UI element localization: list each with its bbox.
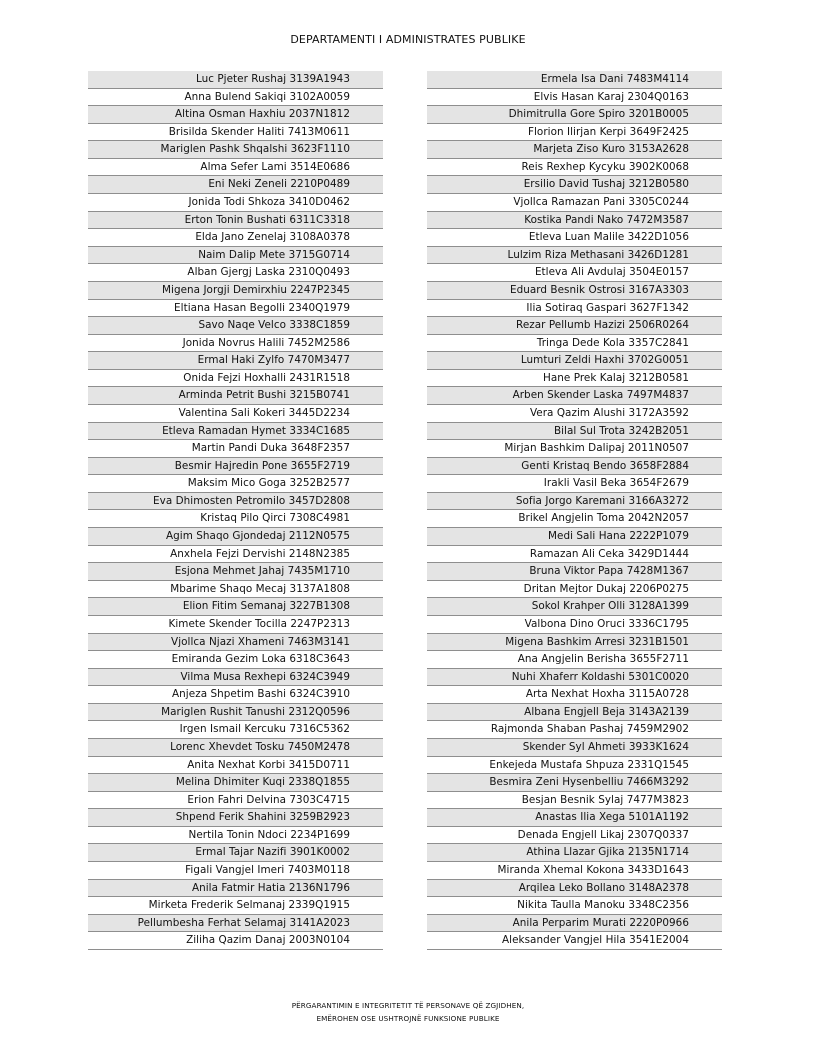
list-item: Kristaq Pilo Qirci 7308C4981 <box>88 510 383 528</box>
list-item: Shpend Ferik Shahini 3259B2923 <box>88 809 383 827</box>
list-item: Anila Fatmir Hatia 2136N1796 <box>88 880 383 898</box>
list-item: Eni Neki Zeneli 2210P0489 <box>88 176 383 194</box>
list-item: Emiranda Gezim Loka 6318C3643 <box>88 651 383 669</box>
list-item: Marjeta Ziso Kuro 3153A2628 <box>427 141 722 159</box>
list-item: Onida Fejzi Hoxhalli 2431R1518 <box>88 370 383 388</box>
list-item: Skender Syl Ahmeti 3933K1624 <box>427 739 722 757</box>
list-item: Ilia Sotiraq Gaspari 3627F1342 <box>427 300 722 318</box>
list-item: Mbarime Shaqo Mecaj 3137A1808 <box>88 581 383 599</box>
list-item: Nuhi Xhaferr Koldashi 5301C0020 <box>427 669 722 687</box>
list-item: Arben Skender Laska 7497M4837 <box>427 387 722 405</box>
list-item: Jonida Novrus Halili 7452M2586 <box>88 335 383 353</box>
list-item: Sokol Krahper Olli 3128A1399 <box>427 598 722 616</box>
list-item: Mariglen Rushit Tanushi 2312Q0596 <box>88 704 383 722</box>
list-item: Besjan Besnik Sylaj 7477M3823 <box>427 792 722 810</box>
list-item: Etleva Ramadan Hymet 3334C1685 <box>88 423 383 441</box>
list-item: Brikel Angjelin Toma 2042N2057 <box>427 510 722 528</box>
list-item: Elda Jano Zenelaj 3108A0378 <box>88 229 383 247</box>
list-item: Anila Perparim Murati 2220P0966 <box>427 915 722 933</box>
list-item: Arminda Petrit Bushi 3215B0741 <box>88 387 383 405</box>
list-item: Pellumbesha Ferhat Selamaj 3141A2023 <box>88 915 383 933</box>
list-item: Altina Osman Haxhiu 2037N1812 <box>88 106 383 124</box>
list-item: Sofia Jorgo Karemani 3166A3272 <box>427 493 722 511</box>
list-item: Enkejeda Mustafa Shpuza 2331Q1545 <box>427 757 722 775</box>
list-item: Alban Gjergj Laska 2310Q0493 <box>88 264 383 282</box>
list-item: Vilma Musa Rexhepi 6324C3949 <box>88 669 383 687</box>
list-item: Dritan Mejtor Dukaj 2206P0275 <box>427 581 722 599</box>
list-item: Dhimitrulla Gore Spiro 3201B0005 <box>427 106 722 124</box>
list-item: Figali Vangjel Imeri 7403M0118 <box>88 862 383 880</box>
list-item: Mirjan Bashkim Dalipaj 2011N0507 <box>427 440 722 458</box>
list-item: Medi Sali Hana 2222P1079 <box>427 528 722 546</box>
list-item: Ermal Haki Zylfo 7470M3477 <box>88 352 383 370</box>
list-item: Miranda Xhemal Kokona 3433D1643 <box>427 862 722 880</box>
list-item: Ermal Tajar Nazifi 3901K0002 <box>88 844 383 862</box>
list-item: Anita Nexhat Korbi 3415D0711 <box>88 757 383 775</box>
list-item: Tringa Dede Kola 3357C2841 <box>427 335 722 353</box>
list-item: Etleva Ali Avdulaj 3504E0157 <box>427 264 722 282</box>
list-item: Hane Prek Kalaj 3212B0581 <box>427 370 722 388</box>
list-item: Maksim Mico Goga 3252B2577 <box>88 475 383 493</box>
footer-line-1: PËRGARANTIMIN E INTEGRITETIT TË PERSONAVE QË ZGJIDHEN, <box>291 1001 525 1010</box>
list-item: Esjona Mehmet Jahaj 7435M1710 <box>88 563 383 581</box>
list-item: Etleva Luan Malile 3422D1056 <box>427 229 722 247</box>
list-item: Naim Dalip Mete 3715G0714 <box>88 247 383 265</box>
list-item: Genti Kristaq Bendo 3658F2884 <box>427 458 722 476</box>
list-item: Rajmonda Shaban Pashaj 7459M2902 <box>427 721 722 739</box>
list-item: Irgen Ismail Kercuku 7316C5362 <box>88 721 383 739</box>
list-item: Erion Fahri Delvina 7303C4715 <box>88 792 383 810</box>
list-item: Mariglen Pashk Shqalshi 3623F1110 <box>88 141 383 159</box>
list-item: Savo Naqe Velco 3338C1859 <box>88 317 383 335</box>
list-item: Lulzim Riza Methasani 3426D1281 <box>427 247 722 265</box>
name-list-left <box>88 71 383 950</box>
list-item: Valbona Dino Oruci 3336C1795 <box>427 616 722 634</box>
list-item: Reis Rexhep Kycyku 3902K0068 <box>427 159 722 177</box>
list-item: Alma Sefer Lami 3514E0686 <box>88 159 383 177</box>
page-title: DEPARTAMENTI I ADMINISTRATES PUBLIKE <box>290 33 526 46</box>
name-list-right <box>427 71 722 950</box>
list-item: Besmir Hajredin Pone 3655F2719 <box>88 458 383 476</box>
list-item: Ermela Isa Dani 7483M4114 <box>427 71 722 89</box>
list-item: Denada Engjell Likaj 2307Q0337 <box>427 827 722 845</box>
list-item: Eduard Besnik Ostrosi 3167A3303 <box>427 282 722 300</box>
list-item: Rezar Pellumb Hazizi 2506R0264 <box>427 317 722 335</box>
list-item: Albana Engjell Beja 3143A2139 <box>427 704 722 722</box>
footer-line-2: EMËROHEN OSE USHTROJNË FUNKSIONE PUBLIKE <box>316 1014 500 1023</box>
list-item: Ersilio David Tushaj 3212B0580 <box>427 176 722 194</box>
list-item: Nertila Tonin Ndoci 2234P1699 <box>88 827 383 845</box>
list-item: Elion Fitim Semanaj 3227B1308 <box>88 598 383 616</box>
list-item: Anna Bulend Sakiqi 3102A0059 <box>88 89 383 107</box>
list-item: Anxhela Fejzi Dervishi 2148N2385 <box>88 546 383 564</box>
list-item: Migena Jorgji Demirxhiu 2247P2345 <box>88 282 383 300</box>
list-item: Florion Ilirjan Kerpi 3649F2425 <box>427 124 722 142</box>
list-item: Migena Bashkim Arresi 3231B1501 <box>427 634 722 652</box>
list-item: Elvis Hasan Karaj 2304Q0163 <box>427 89 722 107</box>
list-item: Mirketa Frederik Selmanaj 2339Q1915 <box>88 897 383 915</box>
list-item: Bruna Viktor Papa 7428M1367 <box>427 563 722 581</box>
list-item: Aleksander Vangjel Hila 3541E2004 <box>427 932 722 950</box>
list-item: Kostika Pandi Nako 7472M3587 <box>427 212 722 230</box>
list-item: Melina Dhimiter Kuqi 2338Q1855 <box>88 774 383 792</box>
list-item: Valentina Sali Kokeri 3445D2234 <box>88 405 383 423</box>
list-item: Bilal Sul Trota 3242B2051 <box>427 423 722 441</box>
list-item: Eltiana Hasan Begolli 2340Q1979 <box>88 300 383 318</box>
list-item: Agim Shaqo Gjondedaj 2112N0575 <box>88 528 383 546</box>
list-item: Vjollca Ramazan Pani 3305C0244 <box>427 194 722 212</box>
list-item: Athina Llazar Gjika 2135N1714 <box>427 844 722 862</box>
list-item: Brisilda Skender Haliti 7413M0611 <box>88 124 383 142</box>
list-item: Nikita Taulla Manoku 3348C2356 <box>427 897 722 915</box>
list-item: Arta Nexhat Hoxha 3115A0728 <box>427 686 722 704</box>
list-item: Eva Dhimosten Petromilo 3457D2808 <box>88 493 383 511</box>
list-item: Lumturi Zeldi Haxhi 3702G0051 <box>427 352 722 370</box>
list-item: Kimete Skender Tocilla 2247P2313 <box>88 616 383 634</box>
list-item: Ana Angjelin Berisha 3655F2711 <box>427 651 722 669</box>
list-item: Irakli Vasil Beka 3654F2679 <box>427 475 722 493</box>
list-item: Lorenc Xhevdet Tosku 7450M2478 <box>88 739 383 757</box>
list-item: Vera Qazim Alushi 3172A3592 <box>427 405 722 423</box>
list-item: Martin Pandi Duka 3648F2357 <box>88 440 383 458</box>
list-item: Jonida Todi Shkoza 3410D0462 <box>88 194 383 212</box>
list-item: Luc Pjeter Rushaj 3139A1943 <box>88 71 383 89</box>
list-item: Anjeza Shpetim Bashi 6324C3910 <box>88 686 383 704</box>
page-footer <box>0 999 816 1025</box>
list-item: Erton Tonin Bushati 6311C3318 <box>88 212 383 230</box>
list-item: Ramazan Ali Ceka 3429D1444 <box>427 546 722 564</box>
list-item: Besmira Zeni Hysenbelliu 7466M3292 <box>427 774 722 792</box>
list-item: Arqilea Leko Bollano 3148A2378 <box>427 880 722 898</box>
list-item: Vjollca Njazi Xhameni 7463M3141 <box>88 634 383 652</box>
list-item: Ziliha Qazim Danaj 2003N0104 <box>88 932 383 950</box>
list-item: Anastas Ilia Xega 5101A1192 <box>427 809 722 827</box>
